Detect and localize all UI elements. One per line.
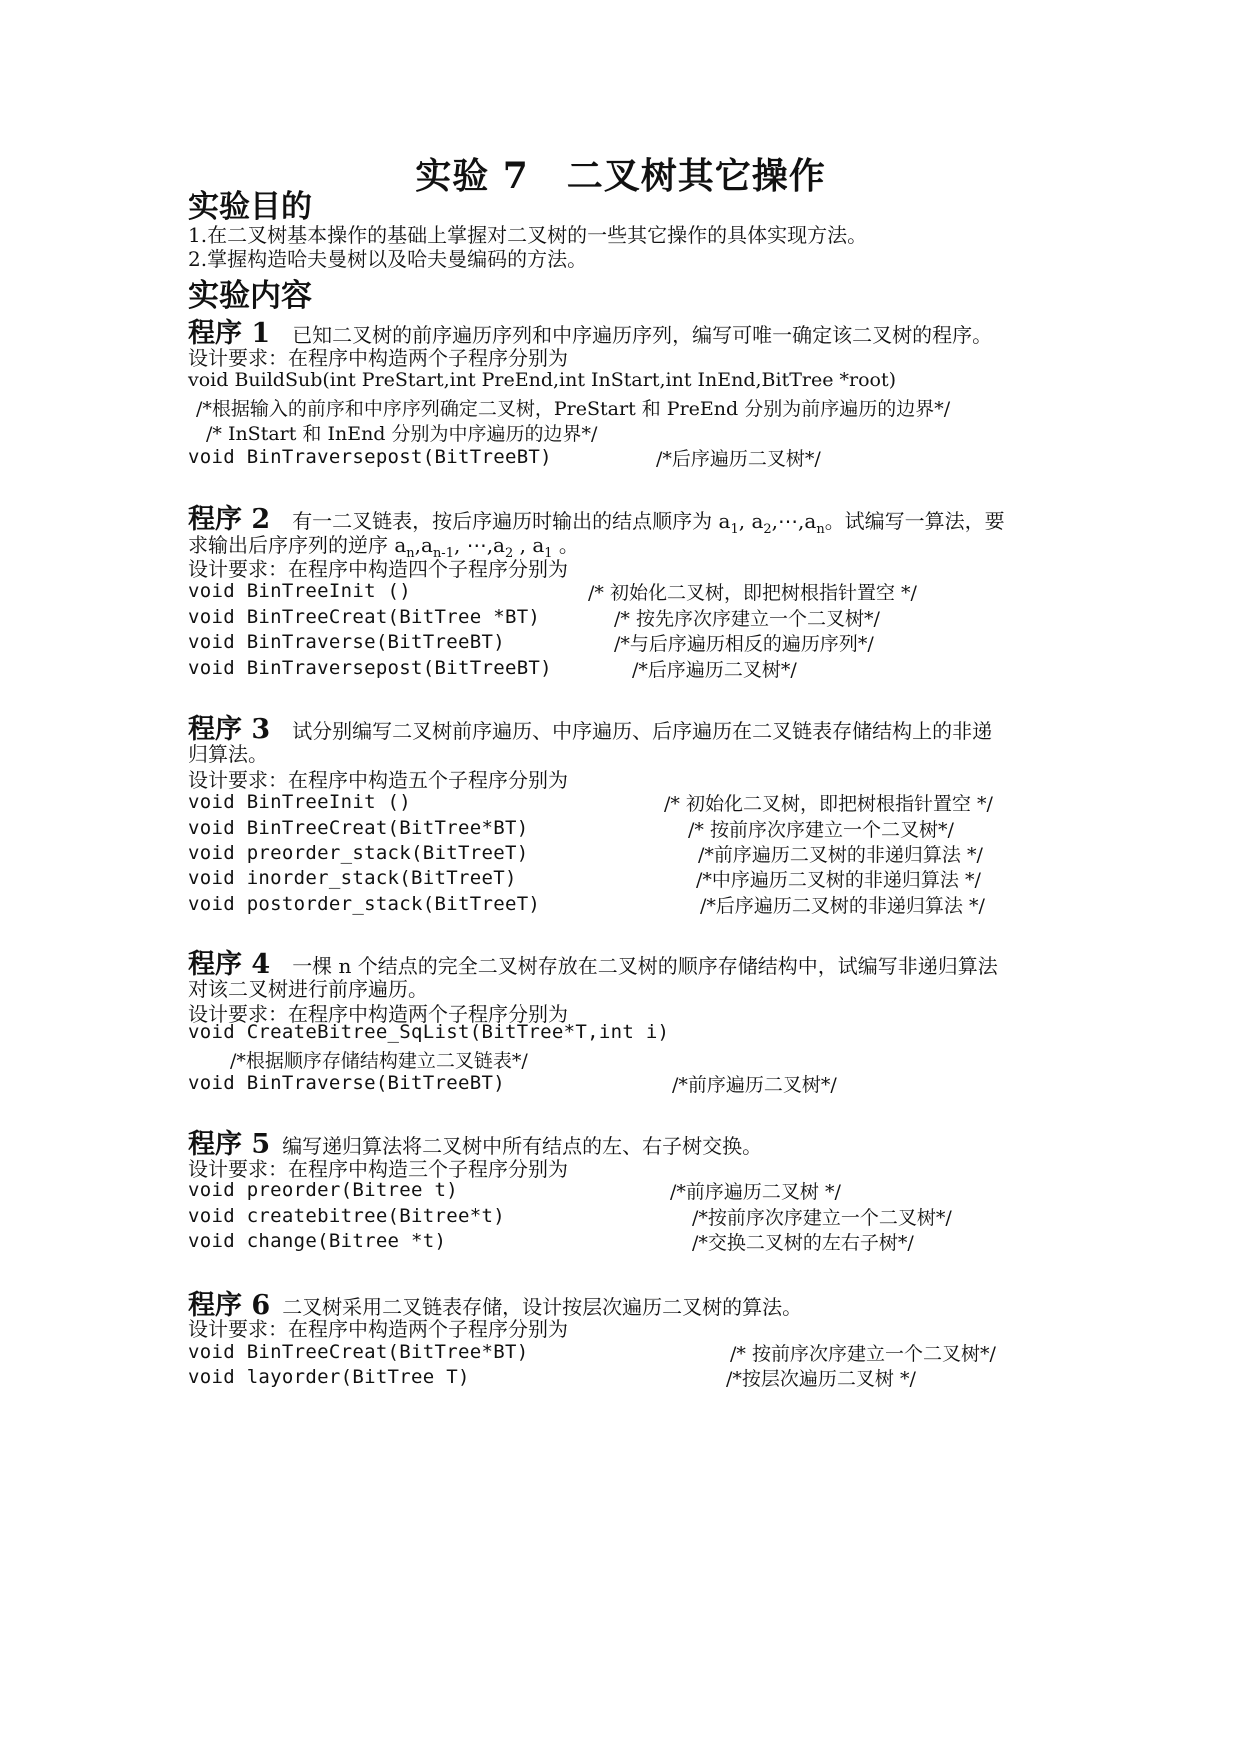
program-3-code-2: void BinTreeCreat(BitTree*BT) (188, 817, 529, 839)
program-4-code-2: void BinTraverse(BitTreeBT) (188, 1072, 505, 1094)
program-2-comment-3: /*与后序遍历相反的遍历序列*/ (614, 633, 874, 655)
sub-n: n (406, 546, 415, 561)
program-6-code-2: void layorder(BitTree T) (188, 1366, 470, 1388)
program-5-code-3: void change(Bitree *t) (188, 1230, 447, 1252)
sub-n: n (816, 522, 825, 537)
title-topic: 二叉树其它操作 (566, 155, 826, 197)
program-1-code-2: void BinTraversepost(BitTreeBT) (188, 446, 552, 468)
sub-1: 1 (730, 522, 739, 537)
sub-n-1: n-1 (432, 546, 454, 561)
program-2-comment-2: /* 按先序次序建立一个二叉树*/ (614, 608, 880, 630)
program-4-note-1: /*根据顺序存储结构建立二叉链表*/ (230, 1050, 528, 1072)
program-5-comment-3: /*交换二叉树的左右子树*/ (692, 1232, 914, 1254)
sub-2: 2 (763, 522, 772, 537)
program-5-comment-2: /*按前序次序建立一个二叉树*/ (692, 1207, 952, 1229)
purpose-item-2: 2.掌握构造哈夫曼树以及哈夫曼编码的方法。 (188, 247, 588, 271)
desc-part: 。试编写一算法，要 (824, 509, 1005, 533)
program-3-desc: 试分别编写二叉树前序遍历、中序遍历、后序遍历在二叉链表存储结构上的非递 (292, 719, 993, 743)
program-3-comment-5: /*后序遍历二叉树的非递归算法 */ (700, 895, 985, 917)
program-3-desc-line-2: 归算法。 (188, 742, 268, 766)
section-heading-purpose: 实验目的 (188, 189, 312, 225)
program-3-comment-4: /*中序遍历二叉树的非递归算法 */ (696, 869, 981, 891)
purpose-item-1: 1.在二叉树基本操作的基础上掌握对二叉树的一些其它操作的具体实现方法。 (188, 223, 868, 247)
program-4-comment-2: /*前序遍历二叉树*/ (672, 1074, 837, 1096)
program-3-code-5: void postorder_stack(BitTreeT) (188, 893, 541, 915)
program-6-comment-1: /* 按前序次序建立一个二叉树*/ (730, 1343, 996, 1365)
program-2-code-3: void BinTraverse(BitTreeBT) (188, 631, 505, 653)
sub-1: 1 (544, 546, 553, 561)
sub-2: 2 (504, 546, 514, 561)
program-5-requirement: 设计要求：在程序中构造三个子程序分别为 (188, 1157, 568, 1181)
program-5-comment-1: /*前序遍历二叉树 */ (670, 1181, 841, 1203)
program-3-header (188, 707, 992, 746)
program-2-code-4: void BinTraversepost(BitTreeBT) (188, 657, 552, 679)
program-6-desc: 二叉树采用二叉链表存储，设计按层次遍历二叉树的算法。 (282, 1295, 803, 1319)
program-4-code-1: void CreateBitree_SqList(BitTree*T,int i) (188, 1021, 670, 1043)
program-6-comment-2: /*按层次遍历二叉树 */ (726, 1368, 916, 1390)
program-1-desc: 已知二叉树的前序遍历序列和中序遍历序列，编写可唯一确定该二叉树的程序。 (292, 323, 993, 347)
program-1-requirement: 设计要求：在程序中构造两个子程序分别为 (188, 346, 568, 370)
program-3-requirement: 设计要求：在程序中构造五个子程序分别为 (188, 768, 568, 792)
program-4-desc: 一棵 n 个结点的完全二叉树存放在二叉树的顺序存储结构中，试编写非递归算法 (292, 954, 998, 978)
desc-part: , a (738, 509, 764, 533)
program-1-title: 程序 1 (188, 318, 271, 349)
program-3-code-4: void inorder_stack(BitTreeT) (188, 867, 517, 889)
program-2-code-2: void BinTreeCreat(BitTree *BT) (188, 606, 541, 628)
program-3-code-3: void preorder_stack(BitTreeT) (188, 842, 529, 864)
desc-part: 求输出后序序列的逆序 a (188, 533, 407, 557)
program-3-comment-2: /* 按前序次序建立一个二叉树*/ (688, 819, 954, 841)
desc-part: , ⋯,a (453, 533, 505, 557)
program-2-title: 程序 2 (188, 504, 271, 535)
program-4-desc-line-2: 对该二叉树进行前序遍历。 (188, 977, 428, 1001)
program-1-note-2: /* InStart 和 InEnd 分别为中序遍历的边界*/ (206, 423, 598, 445)
desc-part: ,a (414, 533, 433, 557)
program-2-comment-4: /*后序遍历二叉树*/ (632, 659, 797, 681)
program-3-title: 程序 3 (188, 714, 271, 745)
title-experiment-number: 实验 7 (415, 155, 529, 197)
program-1-code-1: void BuildSub(int PreStart,int PreEnd,int InStart,int InEnd,BitTree *root) (188, 369, 897, 391)
program-1-note-1: /*根据输入的前序和中序序列确定二叉树，PreStart 和 PreEnd 分别为前序遍历的边界*/ (196, 398, 951, 420)
program-1-comment-2: /*后序遍历二叉树*/ (656, 448, 821, 470)
program-2-code-1: void BinTreeInit () (188, 580, 412, 602)
section-heading-content: 实验内容 (188, 278, 312, 314)
program-4-title: 程序 4 (188, 949, 271, 980)
program-5-desc: 编写递归算法将二叉树中所有结点的左、右子树交换。 (282, 1134, 763, 1158)
program-5-code-1: void preorder(Bitree t) (188, 1179, 458, 1201)
program-3-comment-3: /*前序遍历二叉树的非递归算法 */ (698, 844, 983, 866)
program-6-requirement: 设计要求：在程序中构造两个子程序分别为 (188, 1317, 568, 1341)
program-2-requirement: 设计要求：在程序中构造四个子程序分别为 (188, 557, 568, 581)
document-title (0, 148, 1241, 199)
desc-part: ,⋯,a (771, 509, 817, 533)
program-6-title: 程序 6 (188, 1290, 271, 1321)
program-2-desc: 有一二叉链表，按后序遍历时输出的结点顺序为 a (292, 509, 731, 533)
desc-part: 。 (552, 533, 579, 557)
program-5-title: 程序 5 (188, 1129, 271, 1160)
program-3-code-1: void BinTreeInit () (188, 791, 412, 813)
program-6-code-1: void BinTreeCreat(BitTree*BT) (188, 1341, 529, 1363)
program-3-comment-1: /* 初始化二叉树，即把树根指针置空 */ (664, 793, 993, 815)
program-5-code-2: void createbitree(Bitree*t) (188, 1205, 505, 1227)
desc-part: , a (513, 533, 545, 557)
program-2-comment-1: /* 初始化二叉树，即把树根指针置空 */ (588, 582, 917, 604)
program-4-requirement: 设计要求：在程序中构造两个子程序分别为 (188, 1002, 568, 1026)
